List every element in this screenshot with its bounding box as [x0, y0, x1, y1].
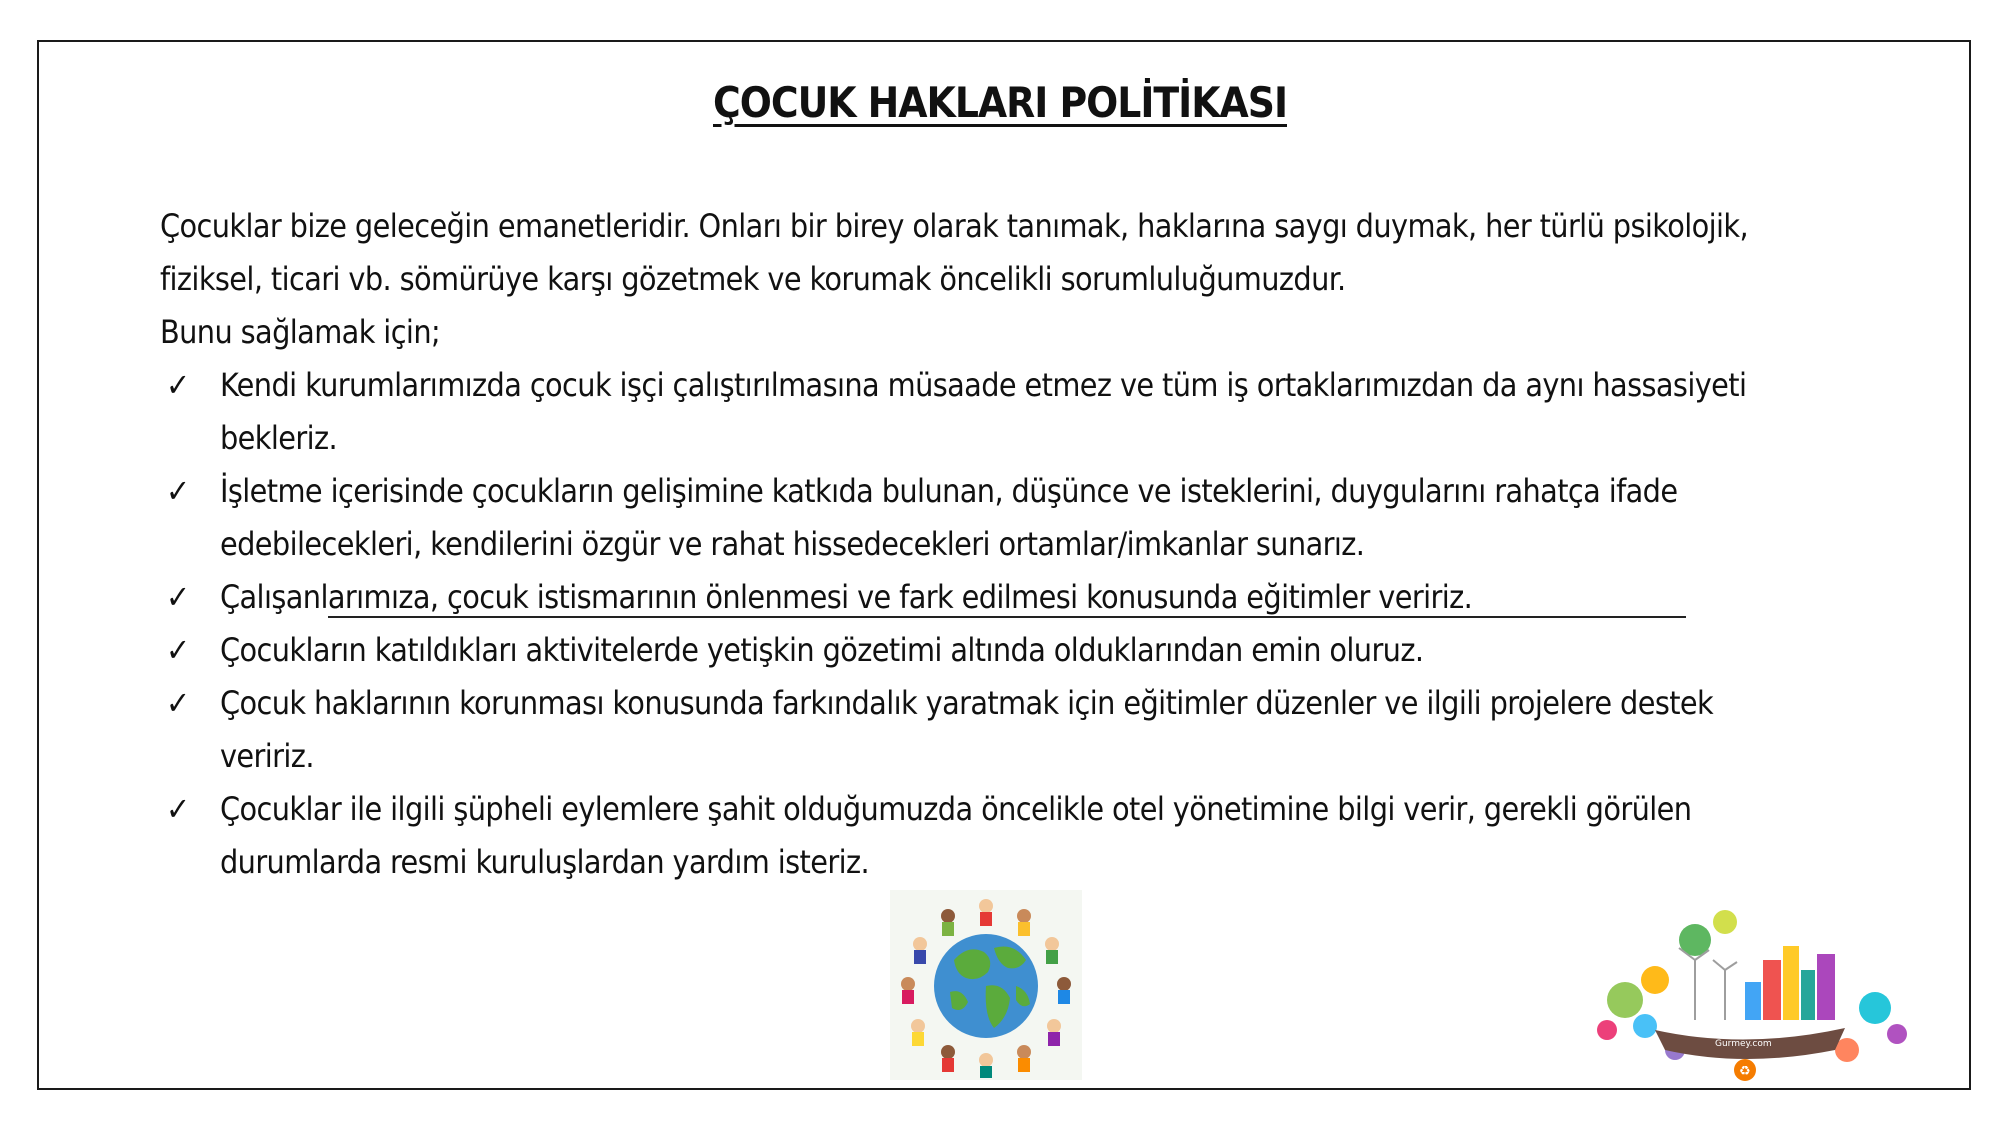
policy-item — [160, 359, 1800, 465]
eco-city-illustration — [1585, 900, 1915, 1085]
policy-item-line: İşletme içerisinde çocukların gelişimine katkıda bulunan, düşünce ve isteklerini, duygularını rahatça ifade — [220, 472, 1678, 510]
policy-body — [160, 200, 1800, 889]
policy-item-line: durumlarda resmi kuruluşlardan yardım isteriz. — [220, 843, 870, 881]
page-title: ÇOCUK HAKLARI POLİTİKASI — [713, 78, 1287, 127]
policy-item — [160, 677, 1800, 783]
city-buildings — [1745, 946, 1835, 1020]
policy-item — [160, 465, 1800, 571]
policy-item-line: Kendi kurumlarımızda çocuk işçi çalıştırılmasına müsaade etmez ve tüm iş ortaklarımızdan da aynı hassasiyeti — [220, 366, 1747, 404]
policy-item-line: Çocukların katıldıkları aktivitelerde yetişkin gözetimi altında olduklarından emin oluruz. — [220, 631, 1424, 669]
policy-item-line: Çalışanlarımıza, çocuk istismarının önlenmesi ve fark edilmesi konusunda eğitimler veririz. — [220, 578, 1473, 616]
policy-item — [160, 624, 1800, 677]
policy-item-line: Çocuklar ile ilgili şüpheli eylemlere şahit olduğumuzda öncelikle otel yönetimine bilgi verir, gerekli görülen — [220, 790, 1692, 828]
check-icon: ✓ — [166, 790, 190, 828]
svg-text:♻: ♻ — [1739, 1064, 1751, 1079]
intro-line: fiziksel, ticari vb. sömürüye karşı gözetmek ve korumak öncelikli sorumluluğumuzdur. — [160, 260, 1346, 298]
underline-rule — [328, 616, 1686, 618]
check-icon: ✓ — [166, 472, 190, 510]
city-logo-text: Gurmey.com — [1715, 1039, 1772, 1049]
check-icon: ✓ — [166, 578, 190, 616]
check-icon: ✓ — [166, 631, 190, 669]
check-icon: ✓ — [166, 366, 190, 404]
policy-item-line: edebilecekleri, kendilerini özgür ve rahat hissedecekleri ortamlar/imkanlar sunarız. — [220, 525, 1365, 563]
check-icon: ✓ — [166, 684, 190, 722]
policy-item-line: bekleriz. — [220, 419, 338, 457]
wind-turbines — [1679, 948, 1737, 1020]
intro-line: Bunu sağlamak için; — [160, 313, 441, 351]
children-globe-illustration — [890, 890, 1082, 1080]
policy-item-line: Çocuk haklarının korunması konusunda farkındalık yaratmak için eğitimler düzenler ve ilgili projelere destek — [220, 684, 1714, 722]
policy-list — [160, 359, 1800, 889]
intro-line: Çocuklar bize geleceğin emanetleridir. Onları bir birey olarak tanımak, haklarına saygı duymak, her türlü psikolojik, — [160, 207, 1749, 245]
policy-item-line: veririz. — [220, 737, 314, 775]
policy-item — [160, 783, 1800, 889]
